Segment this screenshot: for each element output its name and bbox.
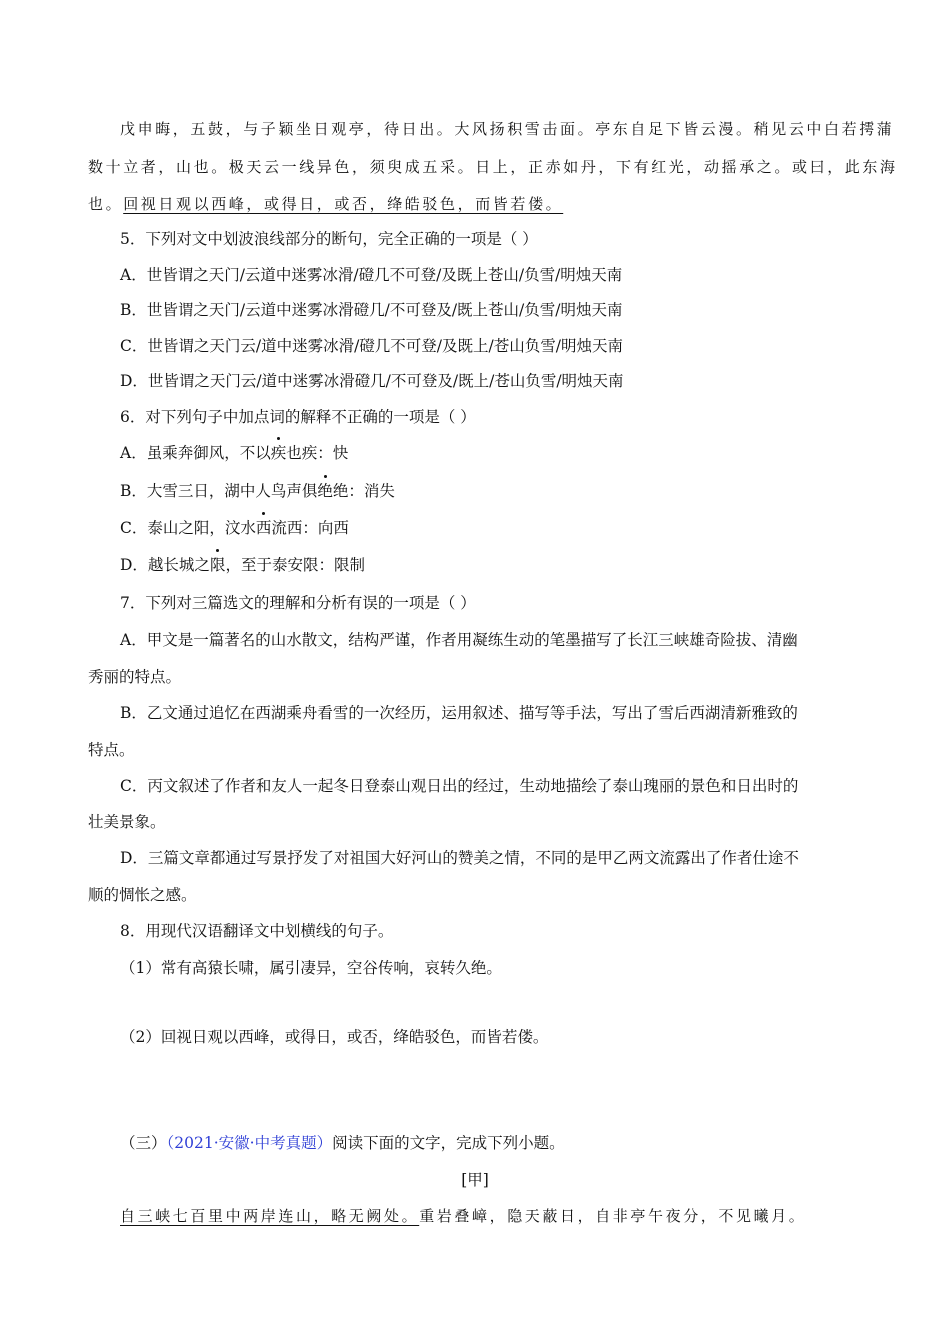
question-8-sentence-2: （2）回视日观以西峰，或得日，或否，绛皓驳色，而皆若偻。 <box>120 1028 549 1046</box>
underlined-sentence: 回视日观以西峰，或得日，或否，绛皓驳色，而皆若偻。 <box>123 195 564 213</box>
option-text: ，至于泰安限：限制 <box>225 556 365 574</box>
dotted-word: 西 <box>255 519 272 537</box>
question-6-option-a <box>120 443 348 463</box>
section-3-heading <box>120 1133 565 1153</box>
question-7-option-b-cont: 特点。 <box>88 741 135 759</box>
dotted-word: 限 <box>209 556 226 574</box>
question-7-option-d: D．三篇文章都通过写景抒发了对祖国大好河山的赞美之情，不同的是甲乙两文流露出了作者仕途不 <box>120 849 799 867</box>
question-7-stem: 7．下列对三篇选文的理解和分析有误的一项是（ ） <box>120 594 476 612</box>
dotted-word: 绝 <box>317 482 333 500</box>
question-5-stem: 5．下列对文中划波浪线部分的断句，完全正确的一项是（ ） <box>120 230 538 248</box>
passage-line: 戊申晦，五鼓，与子颖坐日观亭，待日出。大风扬积雪击面。亭东自足下皆云漫。稍见云中白若摴蒲 <box>120 120 895 138</box>
question-5-option-b: B．世皆谓之天门/云道中迷雾冰滑磴几/不可登及/既上苍山/负雪/明烛天南 <box>120 301 623 319</box>
question-6-option-b <box>120 481 395 501</box>
question-8-sentence-1: （1）常有高猿长啸，属引凄异，空谷传响，哀转久绝。 <box>120 959 502 977</box>
passage-jia-line <box>120 1206 806 1226</box>
option-text: B．大雪三日，湖中人鸟声俱 <box>120 482 318 500</box>
option-text: 也疾：快 <box>286 444 349 462</box>
question-5-option-c: C．世皆谓之天门云/道中迷雾冰滑/磴几不可登/及既上/苍山负雪/明烛天南 <box>120 337 623 355</box>
underlined-sentence: 自三峡七百里中两岸连山，略无阙处。 <box>120 1207 420 1225</box>
question-5-option-a: A．世皆谓之天门/云道中迷雾冰滑/磴几不可登/及既上苍山/负雪/明烛天南 <box>120 266 623 284</box>
option-text: C．泰山之阳，汶水 <box>120 519 256 537</box>
question-7-option-a-cont: 秀丽的特点。 <box>88 668 182 686</box>
section-label: （三） <box>120 1134 167 1152</box>
section-instruction: 阅读下面的文字，完成下列小题。 <box>332 1134 565 1152</box>
question-6-option-d <box>120 555 365 575</box>
passage-text: 也。 <box>88 195 124 213</box>
option-text: A．虽乘奔御风，不以 <box>120 444 271 462</box>
passage-jia-title: [甲] <box>461 1171 489 1189</box>
source-link[interactable]: （2021·安徽·中考真题） <box>166 1134 333 1152</box>
question-5-option-d: D．世皆谓之天门云/道中迷雾冰滑磴几/不可登及/既上/苍山负雪/明烛天南 <box>120 372 624 390</box>
question-7-option-b: B．乙文通过追忆在西湖乘舟看雪的一次经历，运用叙述、描写等手法，写出了雪后西湖清新雅致的 <box>120 704 798 722</box>
passage-line: 数十立者，山也。极天云一线异色，须臾成五采。日上，正赤如丹，下有红光，动摇承之。或曰，此东海 <box>88 158 898 176</box>
passage-line <box>88 194 563 214</box>
option-text: 绝：消失 <box>332 482 395 500</box>
question-7-option-a: A．甲文是一篇著名的山水散文，结构严谨，作者用凝练生动的笔墨描写了长江三峡雄奇险拔、清幽 <box>120 631 798 649</box>
option-text: 流西：向西 <box>271 519 349 537</box>
question-7-option-d-cont: 顺的惆怅之感。 <box>88 886 197 904</box>
question-7-option-c-cont: 壮美景象。 <box>88 813 166 831</box>
question-8-stem: 8．用现代汉语翻译文中划横线的句子。 <box>120 922 394 940</box>
question-6-stem: 6．对下列句子中加点词的解释不正确的一项是（ ） <box>120 408 476 426</box>
option-text: D．越长城之 <box>120 556 210 574</box>
passage-text: 重岩叠嶂，隐天蔽日，自非亭午夜分，不见曦月。 <box>419 1207 807 1225</box>
dotted-word: 疾 <box>270 444 287 462</box>
question-6-option-c <box>120 518 349 538</box>
question-7-option-c: C．丙文叙述了作者和友人一起冬日登泰山观日出的经过，生动地描绘了泰山瑰丽的景色和日出时的 <box>120 777 799 795</box>
